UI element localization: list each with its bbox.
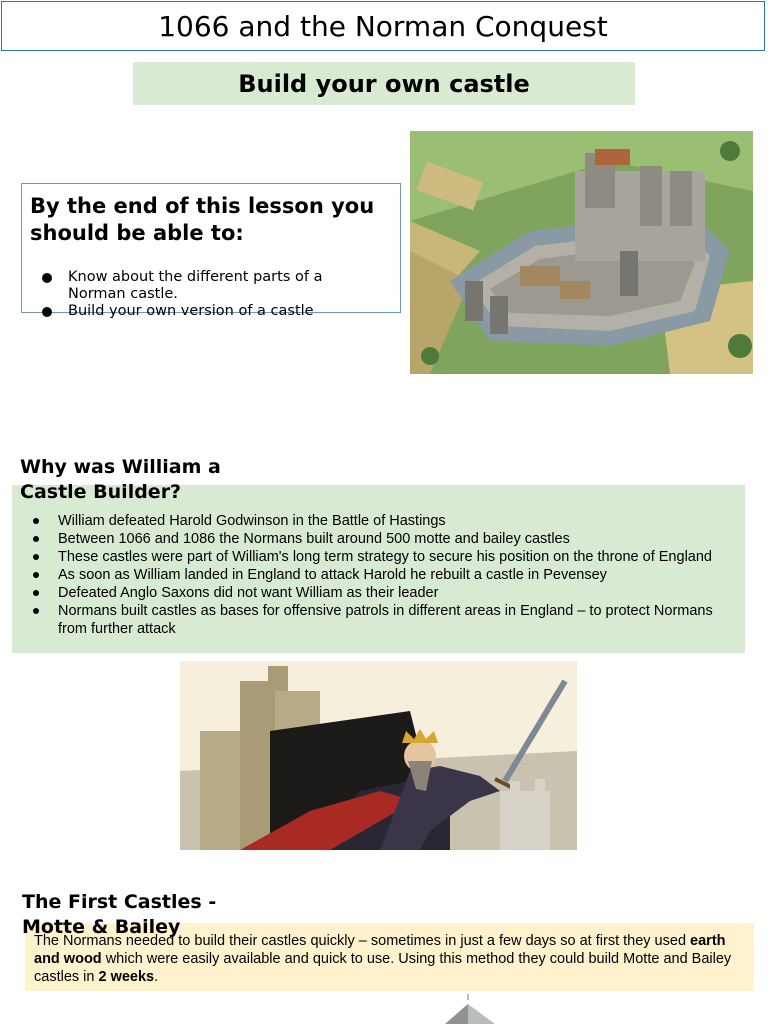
first-castles-heading: The First Castles - Motte & Bailey [22, 891, 217, 938]
page-title: 1066 and the Norman Conquest [1, 1, 765, 51]
castle-aerial-image [410, 131, 753, 374]
bullet-icon [42, 273, 52, 283]
bullet-icon [33, 572, 39, 578]
why-list [32, 512, 742, 638]
bullet-icon [42, 307, 52, 317]
bullet-icon [33, 554, 39, 560]
bullet-icon [33, 590, 39, 596]
why-heading: Why was William a Castle Builder? [20, 456, 221, 503]
list-item: Normans built castles as bases for offensive patrols in different areas in England – to protect Normans from further attack [32, 602, 742, 638]
bullet-icon [33, 518, 39, 524]
objectives-heading: By the end of this lesson you should be able to: [30, 194, 375, 245]
list-item: William defeated Harold Godwinson in the Battle of Hastings [32, 512, 742, 530]
list-item: Know about the different parts of a Norman castle. [38, 269, 358, 303]
bullet-icon [33, 608, 39, 614]
motte-tower-image [440, 994, 500, 1024]
list-item: Defeated Anglo Saxons did not want William as their leader [32, 584, 742, 602]
list-item: As soon as William landed in England to attack Harold he rebuilt a castle in Pevensey [32, 566, 742, 584]
objectives-list [38, 269, 358, 320]
lesson-subtitle: Build your own castle [133, 62, 635, 105]
list-item: Between 1066 and 1086 the Normans built around 500 motte and bailey castles [32, 530, 742, 548]
list-item: Build your own version of a castle [38, 303, 358, 320]
first-castles-text: The Normans needed to build their castles quickly – sometimes in just a few days so at first they used earth and wood which were easily available and quick to use. Using this method they could build Motte and Bailey castles in 2 weeks. [34, 933, 732, 985]
list-item: These castles were part of William's long term strategy to secure his position on the throne of England [32, 548, 742, 566]
king-william-image [180, 661, 577, 850]
bullet-icon [33, 536, 39, 542]
